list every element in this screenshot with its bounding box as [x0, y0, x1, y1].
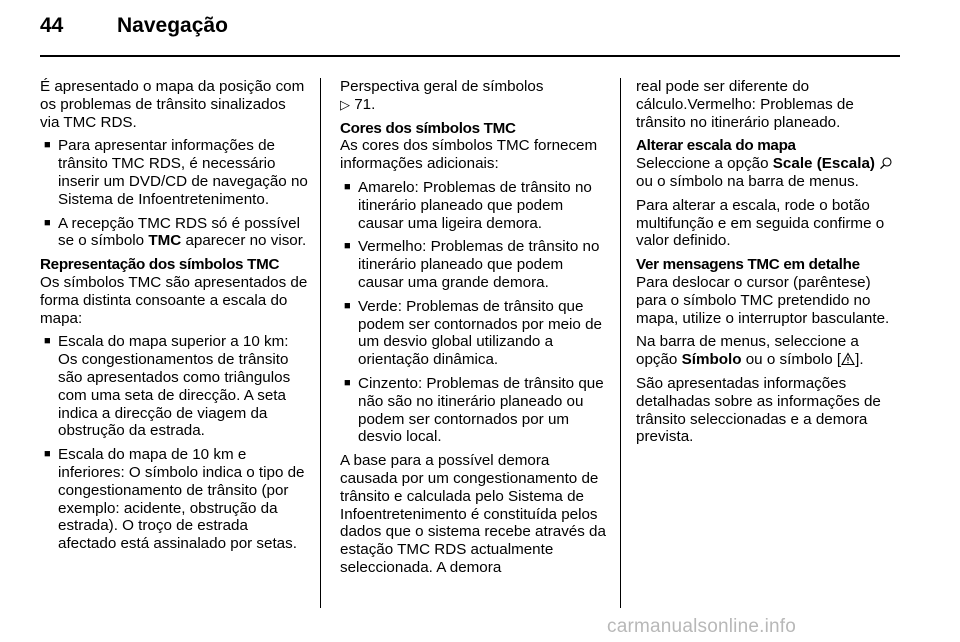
column-1 [40, 78, 308, 559]
paragraph: Os símbolos TMC são apresentados de forma distinta consoante a escala do mapa: [40, 273, 308, 327]
bullet-list-1 [40, 137, 308, 250]
intro-paragraph: É apresentado o mapa da posição com os problemas de trânsito sinalizados via TMC RDS. [40, 78, 305, 131]
paragraph: Seleccione a opção Scale (Escala) ou o símbolo na barra de menus. [636, 155, 904, 191]
header-rule [40, 55, 900, 57]
list-item: ■ Escala do mapa superior a 10 km: Os congestionamentos de trânsito são apresentados como triângulos com uma seta de direcção. A seta indica a direcção de viagem da obstrução da estrada. [44, 333, 291, 440]
section-heading: Cores dos símbolos TMC [340, 119, 516, 137]
bullet-icon: ■ [344, 376, 351, 389]
column-2 [340, 78, 608, 583]
bullet-icon: ■ [344, 240, 351, 253]
paragraph: São apresentadas informações detalhadas sobre as informações de trânsito seleccionadas e a demora prevista. [636, 374, 881, 446]
column-divider-1 [320, 78, 321, 608]
warning-triangle-icon [841, 352, 855, 366]
column-divider-2 [620, 78, 621, 608]
bullet-icon: ■ [44, 139, 51, 152]
paragraph: Na barra de menus, seleccione a opção Símbolo ou o símbolo [ ]. [636, 333, 864, 369]
list-item: ■ Para apresentar informações de trânsito TMC RDS, é necessário inserir um DVD/CD de navegação no Sistema de Infoentretenimento. [44, 137, 308, 208]
symbol-option-label: Símbolo [681, 351, 742, 369]
bullet-list-3 [340, 179, 608, 446]
bullet-icon: ■ [44, 448, 51, 461]
list-item: ■ Vermelho: Problemas de trânsito no itinerário planeado que podem causar uma grande demora. [344, 238, 600, 291]
bullet-icon: ■ [344, 299, 351, 312]
bullet-icon: ■ [344, 180, 351, 193]
page-reference-arrow-icon: ▷ [340, 96, 350, 112]
section-heading: Representação dos símbolos TMC [40, 256, 280, 274]
paragraph: Para alterar a escala, rode o botão multifunção e em seguida confirme o valor definido. [636, 196, 885, 250]
paragraph: As cores dos símbolos TMC fornecem informações adicionais: [340, 137, 598, 173]
list-item: ■ Verde: Problemas de trânsito que podem ser contornados por meio de um desvio global utilizando a orientação dinâmica. [344, 297, 602, 369]
paragraph: A base para a possível demora causada por um congestionamento de trânsito e calculada pelo Sistema de Infoentretenimento é constituída pelos dados que o sistema recebe através da estação TMC RDS actualmente seleccionada. A demora [340, 452, 606, 576]
scale-option-label: Scale (Escala) [772, 155, 875, 173]
bullet-list-2 [40, 333, 308, 553]
list-item: ■ Amarelo: Problemas de trânsito no itinerário planeado que podem causar uma ligeira demora. [344, 178, 592, 232]
column-3 [636, 78, 904, 452]
page-number: 44 [40, 14, 64, 37]
bullet-icon: ■ [44, 335, 51, 348]
paragraph: Para deslocar o cursor (parêntese) para o símbolo TMC pretendido no mapa, utilize o interruptor basculante. [636, 273, 890, 327]
list-item: ■ A recepção TMC RDS só é possível se o símbolo TMC aparecer no visor. [44, 214, 307, 250]
list-item: ■ Cinzento: Problemas de trânsito que não são no itinerário planeado ou podem ser contornados por um desvio local. [344, 374, 604, 446]
section-heading: Alterar escala do mapa [636, 137, 796, 155]
section-heading: Ver mensagens TMC em detalhe [636, 256, 860, 274]
bullet-icon: ■ [44, 216, 51, 229]
magnifier-icon [879, 156, 893, 170]
paragraph: real pode ser diferente do cálculo.Vermelho: Problemas de trânsito no itinerário planeado. [636, 78, 854, 131]
watermark: carmanualsonline.info [607, 616, 797, 637]
page-title: Navegação [117, 14, 228, 37]
list-item: ■ Escala do mapa de 10 km e inferiores: O símbolo indica o tipo de congestionamento de trânsito (por exemplo: acidente, obstrução da estrada). O troço de estrada afectado está assinalado por setas. [44, 446, 305, 553]
tmc-label: TMC [148, 232, 182, 250]
paragraph: Perspectiva geral de símbolos ▷ 71. [340, 78, 544, 113]
